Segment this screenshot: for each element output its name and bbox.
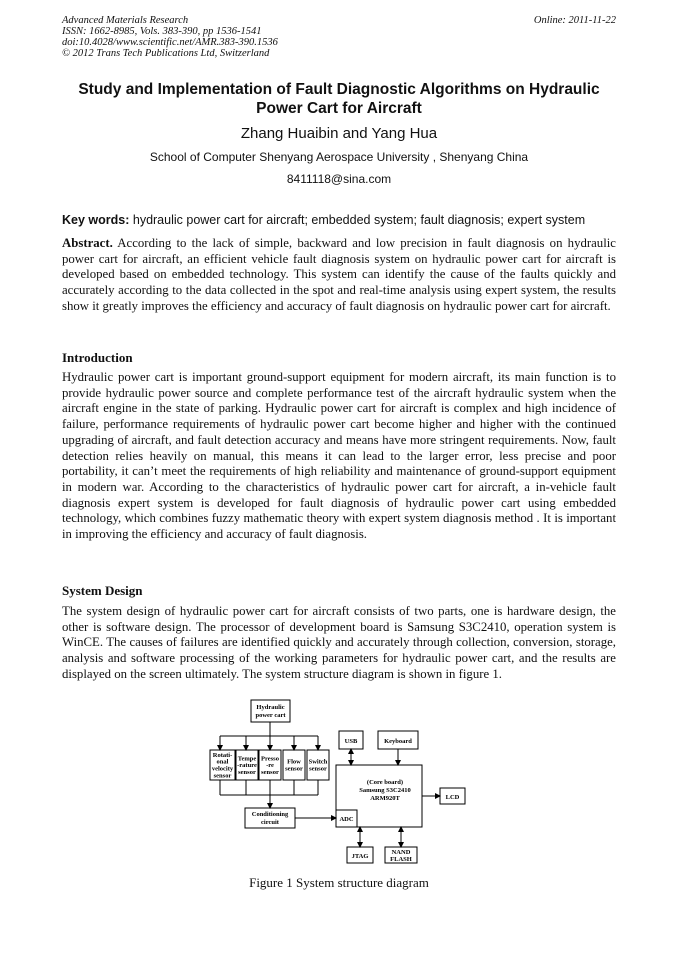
- paper-title: Study and Implementation of Fault Diagnostic Algorithms on Hydraulic Power Cart for Aircraft: [78, 81, 600, 117]
- pressure-sensor-label: -re: [266, 762, 274, 770]
- pressure-sensor-box: [259, 750, 281, 780]
- system-design-text: The system design of hydraulic power cart for aircraft consists of two parts, one is hardware design, the other is software design. The processor of development board is Samsung S3C2410, operation system is WinCE. The causes of failures are identified quickly and accurately through collection, conversion, storage, analysis and software processing of the working parameters for hydraulic power cart, and the results are displayed on the screen ultimately. The system structure diagram is shown in figure 1.: [62, 604, 616, 681]
- jtag-box: [347, 847, 373, 863]
- conditioning-circuit-box: [245, 808, 295, 828]
- journal-header: [62, 15, 616, 59]
- conditioning-circuit-label: circuit: [261, 819, 279, 826]
- pressure-sensor-label: sensor: [261, 768, 279, 776]
- core-board-box: [336, 765, 422, 827]
- copyright-line: © 2012 Trans Tech Publications Ltd, Switzerland: [62, 48, 270, 59]
- online-date: Online: 2011-11-22: [533, 15, 616, 26]
- usb-label: USB: [344, 738, 358, 745]
- adc-label: ADC: [339, 816, 354, 823]
- temperature-sensor-label: Tempe: [237, 755, 257, 763]
- keywords: [62, 213, 616, 227]
- temperature-sensor-label: -rature: [237, 762, 257, 770]
- lcd-label: LCD: [445, 794, 460, 801]
- issn-line: ISSN: 1662-8985, Vols. 383-390, pp 1536-1541: [62, 26, 262, 37]
- adc-box: [336, 810, 357, 827]
- paper-authors: Zhang Huaibin and Yang Hua: [240, 125, 438, 142]
- section-heading-system-design: System Design: [62, 583, 143, 598]
- temperature-sensor-label: sensor: [238, 768, 256, 776]
- flow-sensor-label: Flow: [287, 758, 301, 766]
- abstract: [62, 236, 616, 315]
- flow-sensor-label: sensor: [285, 765, 303, 773]
- journal-name: Advanced Materials Research: [62, 15, 189, 26]
- jtag-label: JTAG: [351, 853, 369, 860]
- keywords-label: Key words:: [62, 213, 130, 227]
- rotational-velocity-sensor-label: onal: [216, 758, 229, 766]
- nand-flash-label: NAND: [391, 849, 411, 856]
- hydraulic-power-cart-box: [251, 700, 290, 722]
- rotational-velocity-sensor-label: sensor: [213, 772, 232, 780]
- rotational-velocity-sensor-label: velocity: [211, 765, 234, 773]
- abstract-text: According to the lack of simple, backward and low precision in fault diagnosis on hydraulic power cart for aircraft, an efficient vehicle fault diagnosis system on hydraulic power cart for aircraft is developed based on embedded technology. This system can identify the cause of the faults quickly and accurately according to the data collected in the spot and real-time analysis using expert system, the results show it greatly improves the efficiency and accuracy of fault diagnosis on hydraulic power cart for aircraft.: [62, 236, 616, 313]
- rotational-velocity-sensor-label: Rotati-: [212, 751, 233, 759]
- switch-sensor-label: sensor: [309, 765, 327, 773]
- introduction-text: Hydraulic power cart is important ground-support equipment for modern aircraft, its main function is to provide hydraulic power source and complete performance test of the aircraft hydraulic system when the aircraft engine in the state of parking. Hydraulic power cart for aircraft is complex and high incidence of failure, performance requirements of hydraulic power cart become higher and higher with the continued upgrading of aircraft, and fault detection accuracy and means have more stringent requirements. Now, fault detection relies heavily on manual, this means it can lead to the larger error, less precise and poor portability, it can’t meet the requirements of high reliability and maintenance of ground-support equipment in modern war. According to the characteristics of hydraulic power cart for aircraft, a in-vehicle fault diagnosis expert system is developed for fault diagnosis of hydraulic power cart using embedded technology, which combines fuzzy mathematic theory with expert system diagnosis method . It is important in improving the efficiency and accuracy of fault diagnosis.: [62, 370, 616, 542]
- keyboard-box: [378, 731, 418, 749]
- keyboard-label: Keyboard: [384, 738, 412, 745]
- flow-sensor-box: [283, 750, 305, 780]
- section-heading-introduction: Introduction: [62, 350, 133, 365]
- nand-flash-box: [385, 847, 417, 863]
- doi-line: doi:10.4028/www.scientific.net/AMR.383-390.1536: [62, 37, 278, 48]
- author-email: 8411118@sina.com: [286, 172, 392, 186]
- rotational-sensor-box: [210, 750, 235, 780]
- core-board-label: Samsung S3C2410: [359, 787, 411, 794]
- core-board-label: (Core board): [366, 779, 404, 786]
- temperature-sensor-box: [236, 750, 258, 780]
- nand-flash-label: FLASH: [390, 856, 412, 863]
- hydraulic-power-cart-label: Hydraulic: [256, 704, 285, 711]
- usb-box: [339, 731, 363, 749]
- abstract-label: Abstract.: [62, 236, 113, 250]
- switch-sensor-label: Switch: [308, 758, 328, 766]
- conditioning-circuit-label: Conditioning: [251, 811, 289, 818]
- lcd-box: [440, 788, 465, 804]
- author-affiliation: School of Computer Shenyang Aerospace University , Shenyang China: [149, 150, 529, 164]
- core-board-label: ARM920T: [370, 795, 400, 802]
- switch-sensor-box: [307, 750, 329, 780]
- keywords-text: hydraulic power cart for aircraft; embedded system; fault diagnosis; expert system: [129, 213, 586, 227]
- hydraulic-power-cart-label: power cart: [255, 712, 286, 719]
- figure-caption: Figure 1 System structure diagram: [249, 875, 429, 890]
- pressure-sensor-label: Presso: [261, 755, 279, 763]
